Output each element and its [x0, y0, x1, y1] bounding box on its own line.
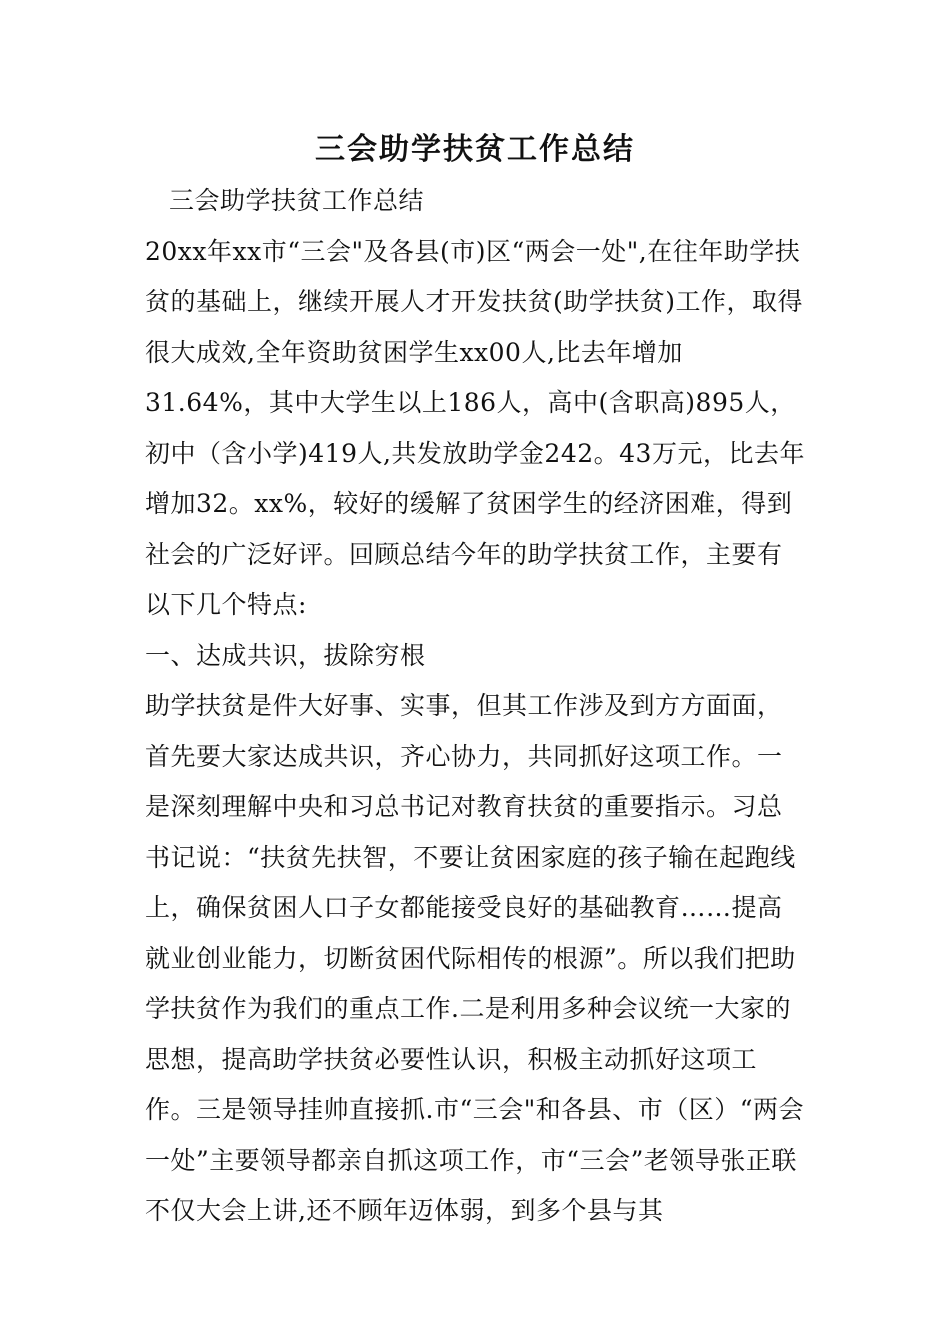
document-title: 三会助学扶贫工作总结 — [315, 132, 635, 167]
section-heading-1: 一、达成共识，拔除穷根 — [145, 640, 426, 670]
paragraph-1: 助学扶贫是件大好事、实事，但其工作涉及到方方面面，首先要大家达成共识，齐心协力，共同抓好这项工作。一是深刻理解中央和习总书记对教育扶贫的重要指示。习总书记说：“扶贫先扶智，不要让贫困家庭的孩子输在起跑线上，确保贫困人口子女都能接受良好的基础教育……提高就业创业能力，切断贫困代际相传的根源”。所以我们把助学扶贫作为我们的重点工作.二是利用多种会议统一大家的思想，提高助学扶贫必要性认识，积极主动抓好这项工作。三是领导挂帅直接抓.市“三会"和各县、市（区）“两会一处”主要领导都亲自抓这项工作，市“三会”老领导张正联不仅大会上讲,还不顾年迈体弱，到多个县与其 — [145, 691, 805, 1225]
document-subtitle: 三会助学扶贫工作总结 — [169, 186, 425, 215]
paragraph-intro: 20xx年xx市“三会"及各县(市)区“两会一处",在往年助学扶贫的基础上，继续开展人才开发扶贫(助学扶贫)工作，取得很大成效,全年资助贫困学生xx00人,比去年增加31.64%，其中大学生以上186人，高中(含职高)895人，初中（含小学)419人,共发放助学金242。43万元，比去年增加32。xx%，较好的缓解了贫困学生的经济困难，得到社会的广泛好评。回顾总结今年的助学扶贫工作，主要有以下几个特点: — [145, 236, 805, 619]
document-body — [145, 176, 805, 1237]
